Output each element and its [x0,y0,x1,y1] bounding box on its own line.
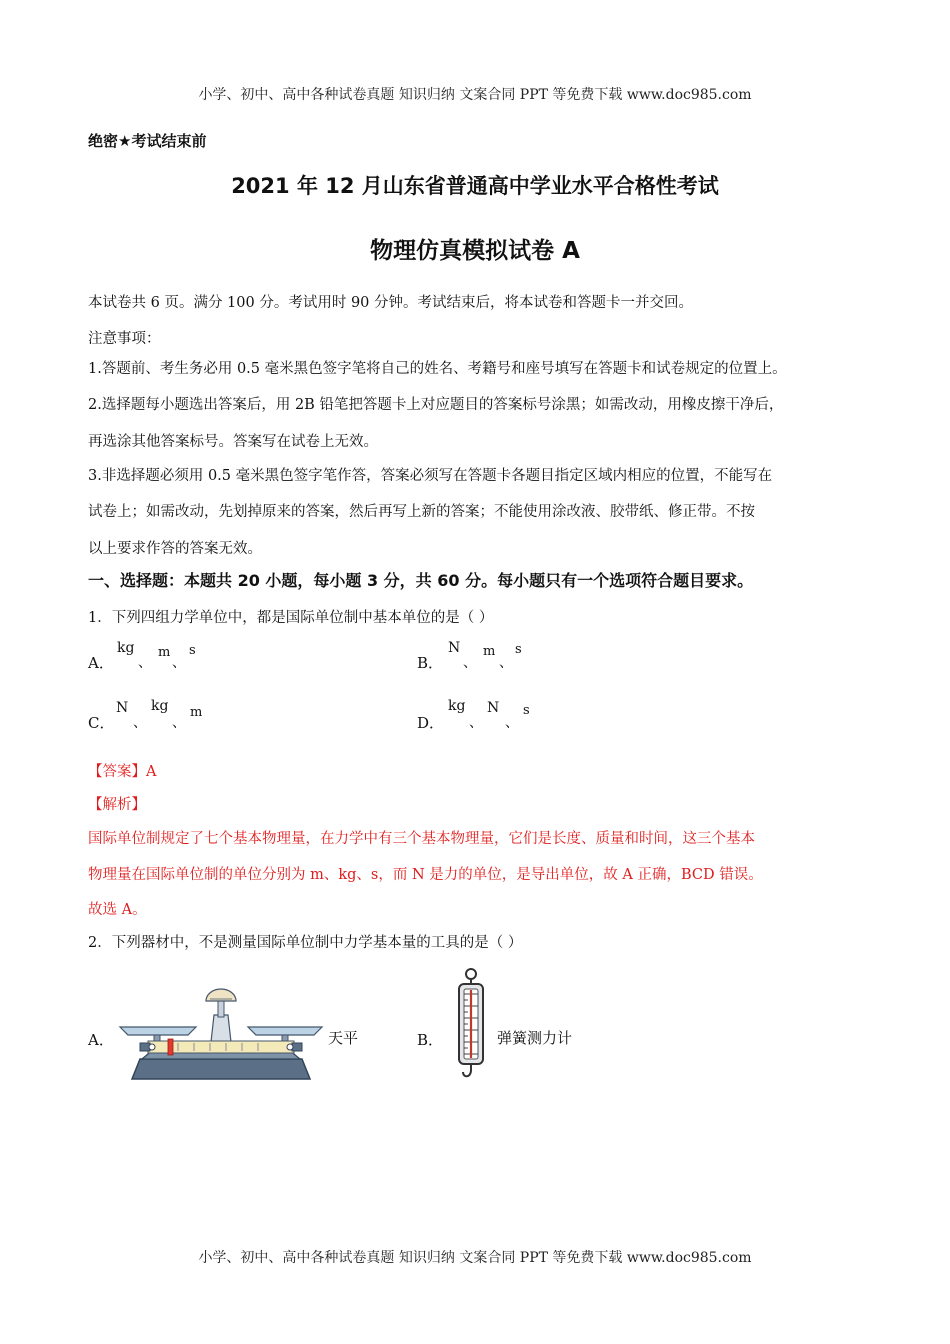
question-2-stem: 2．下列器材中，不是测量国际单位制中力学基本量的工具的是（ ） [88,935,523,951]
unit: kg [117,640,135,656]
option-label: D． [417,714,445,732]
unit: s [189,643,196,658]
option-label: C． [88,714,115,732]
unit: kg [448,698,466,714]
unit: m [483,644,496,659]
notice-line: 以上要求作答的答案无效。 [88,541,262,557]
q1-analysis-line: 国际单位制规定了七个基本物理量，在力学中有三个基本物理量，它们是长度、质量和时间，这三个基本 [88,831,755,847]
separator: 、 [133,715,147,731]
spring-scale-image [451,966,491,1082]
unit: m [190,705,203,720]
unit: s [515,642,522,657]
q1-analysis-line: 物理量在国际单位制的单位分别为 m、kg、s，而 N 是力的单位，是导出单位，故 A 正确，BCD 错误。 [88,867,763,883]
notice-line: 3.非选择题必须用 0.5 毫米黑色签字笔作答，答案必须写在答题卡各题目指定区域内相应的位置，不能写在 [88,468,773,484]
confidential-label: 绝密★考试结束前 [88,132,207,150]
question-1-stem: 1．下列四组力学单位中，都是国际单位制中基本单位的是（ ） [88,610,494,626]
q1-option-c [88,700,388,740]
option-label: B． [417,1031,444,1049]
notice-line: 试卷上；如需改动，先划掉原来的答案，然后再写上新的答案；不能使用涂改液、胶带纸、修正带。不按 [88,504,755,520]
notice-line: 1.答题前、考生务必用 0.5 毫米黑色签字笔将自己的姓名、考籍号和座号填写在答题卡和试卷规定的位置上。 [88,361,787,377]
q1-option-a [88,640,388,680]
spring-scale-caption: 弹簧测力计 [497,1029,573,1047]
balance-caption: 天平 [328,1029,359,1047]
section-heading: 一、选择题：本题共 20 小题，每小题 3 分，共 60 分。每小题只有一个选项符合题目要求。 [88,571,754,590]
separator: 、 [172,715,186,731]
unit: N [448,640,461,656]
exam-title: 2021 年 12 月山东省普通高中学业水平合格性考试 [231,174,719,198]
notice-line: 2.选择题每小题选出答案后，用 2B 铅笔把答题卡上对应题目的答案标号涂黑；如需改动，用橡皮擦干净后， [88,397,784,413]
balance-scale-image [118,985,324,1081]
unit: m [158,645,171,660]
q1-analysis-line: 故选 A。 [88,902,147,918]
page-footer: 小学、初中、高中各种试卷真题 知识归纳 文案合同 PPT 等免费下载 www.doc985.com [198,1250,752,1266]
paper-title: 物理仿真模拟试卷 A [370,238,580,264]
q1-answer: 【答案】A [88,764,157,780]
notice-heading: 注意事项： [88,331,161,347]
notice-line: 再选涂其他答案标号。答案写在试卷上无效。 [88,434,378,450]
unit: N [487,700,500,716]
page-header: 小学、初中、高中各种试卷真题 知识归纳 文案合同 PPT 等免费下载 www.doc985.com [198,87,752,103]
option-label: B． [417,654,444,672]
unit: s [523,703,530,718]
separator: 、 [463,655,477,671]
separator: 、 [138,655,152,671]
q1-analysis-heading: 【解析】 [88,797,146,813]
unit: kg [151,698,169,714]
separator: 、 [469,715,483,731]
q1-option-b [417,640,717,680]
intro-text: 本试卷共 6 页。满分 100 分。考试用时 90 分钟。考试结束后，将本试卷和答题卡一并交回。 [88,295,694,311]
unit: N [116,700,129,716]
q1-option-d [417,700,717,740]
separator: 、 [499,655,513,671]
option-label: A． [88,654,114,672]
separator: 、 [505,715,519,731]
option-label: A． [88,1031,114,1049]
separator: 、 [172,655,186,671]
